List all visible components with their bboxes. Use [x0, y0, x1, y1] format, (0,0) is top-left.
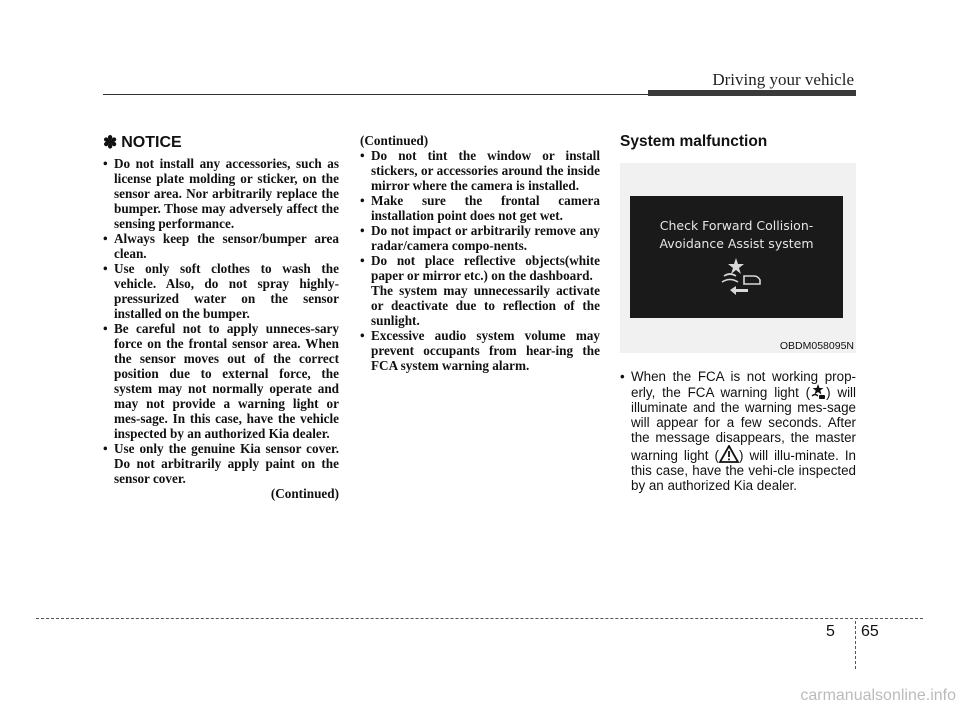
malfunction-text-b: ) will illuminate and the warning mes-sage will appear for a few seconds. After the message disappears, the master warning light (	[631, 385, 856, 463]
list-item	[360, 253, 600, 328]
header-rule-thin	[103, 94, 651, 95]
list-item: • Always keep the sensor/bumper area clean.	[103, 231, 339, 261]
section-title: System malfunction	[620, 133, 768, 150]
list-item: • Do not install any accessories, such as license plate molding or sticker, on the sensor area. Nor arbitrarily replace the bumper. Those may adversely affect the sensing performance.	[103, 156, 339, 231]
master-warning-icon	[719, 445, 739, 463]
list-item: • Use only soft clothes to wash the vehicle. Also, do not spray highly-pressurized water on the sensor installed on the bumper.	[103, 261, 339, 321]
malfunction-text-a: When the FCA is not working prop-erly, the FCA warning light (	[631, 369, 856, 400]
list-item: • Use only the genuine Kia sensor cover. Do not arbitrarily apply paint on the sensor cover.	[103, 441, 339, 486]
list-item: • Do not tint the window or install stickers, or accessories around the inside mirror where the camera is installed.	[360, 148, 600, 193]
cluster-figure	[620, 163, 856, 353]
list-item-extra: The system may unnecessarily activate or deactivate due to reflection of the sunlight.	[371, 283, 600, 328]
notice-title: NOTICE	[121, 134, 182, 151]
notice-list-1	[103, 156, 339, 486]
continued-label: (Continued)	[270, 486, 339, 501]
page-number: 65	[861, 623, 879, 640]
list-item	[620, 369, 856, 493]
figure-code: OBDM058095N	[779, 340, 854, 352]
list-item: • Be careful not to apply unneces-sary force on the frontal sensor area. When the sensor moves out of the correct position due to external force, the system may not normally operate and may not provide a warning light or mes-sage. In this case, have the vehicle inspected by an authorized Kia dealer.	[103, 321, 339, 441]
page-header-title: Driving your vehicle	[712, 70, 854, 89]
notice-column-1	[103, 133, 339, 501]
malfunction-column	[620, 133, 856, 493]
list-item: • Make sure the frontal camera installation point does not get wet.	[360, 193, 600, 223]
header-rule-thick	[648, 90, 856, 96]
fca-vehicle-icon	[708, 256, 768, 300]
list-item: • Do not impact or arbitrarily remove any radar/camera compo-nents.	[360, 223, 600, 253]
cluster-display	[630, 196, 843, 318]
fca-warning-icon	[810, 384, 826, 400]
chapter-number: 5	[826, 623, 835, 640]
footer-rule	[36, 618, 923, 619]
notice-column-2	[360, 133, 600, 373]
notice-star-icon: ✽	[103, 133, 118, 152]
watermark: carmanualsonline.info	[800, 687, 956, 704]
list-item-text: Do not place reflective objects(white paper or mirror etc.) on the dashboard.	[371, 253, 600, 283]
continued-label: (Continued)	[360, 133, 429, 148]
display-line-2: Avoidance Assist system	[659, 236, 814, 251]
malfunction-list	[620, 369, 856, 493]
list-item: • Excessive audio system volume may prevent occupants from hear-ing the FCA system warning alarm.	[360, 328, 600, 373]
display-line-1: Check Forward Collision-	[659, 218, 814, 233]
notice-heading	[103, 133, 339, 153]
malfunction-text-c: ) will illu-minate. In this case, have the vehi-cle inspected by an authorized Kia dealer.	[631, 448, 856, 493]
page-number-divider	[855, 621, 856, 669]
notice-list-2	[360, 148, 600, 373]
